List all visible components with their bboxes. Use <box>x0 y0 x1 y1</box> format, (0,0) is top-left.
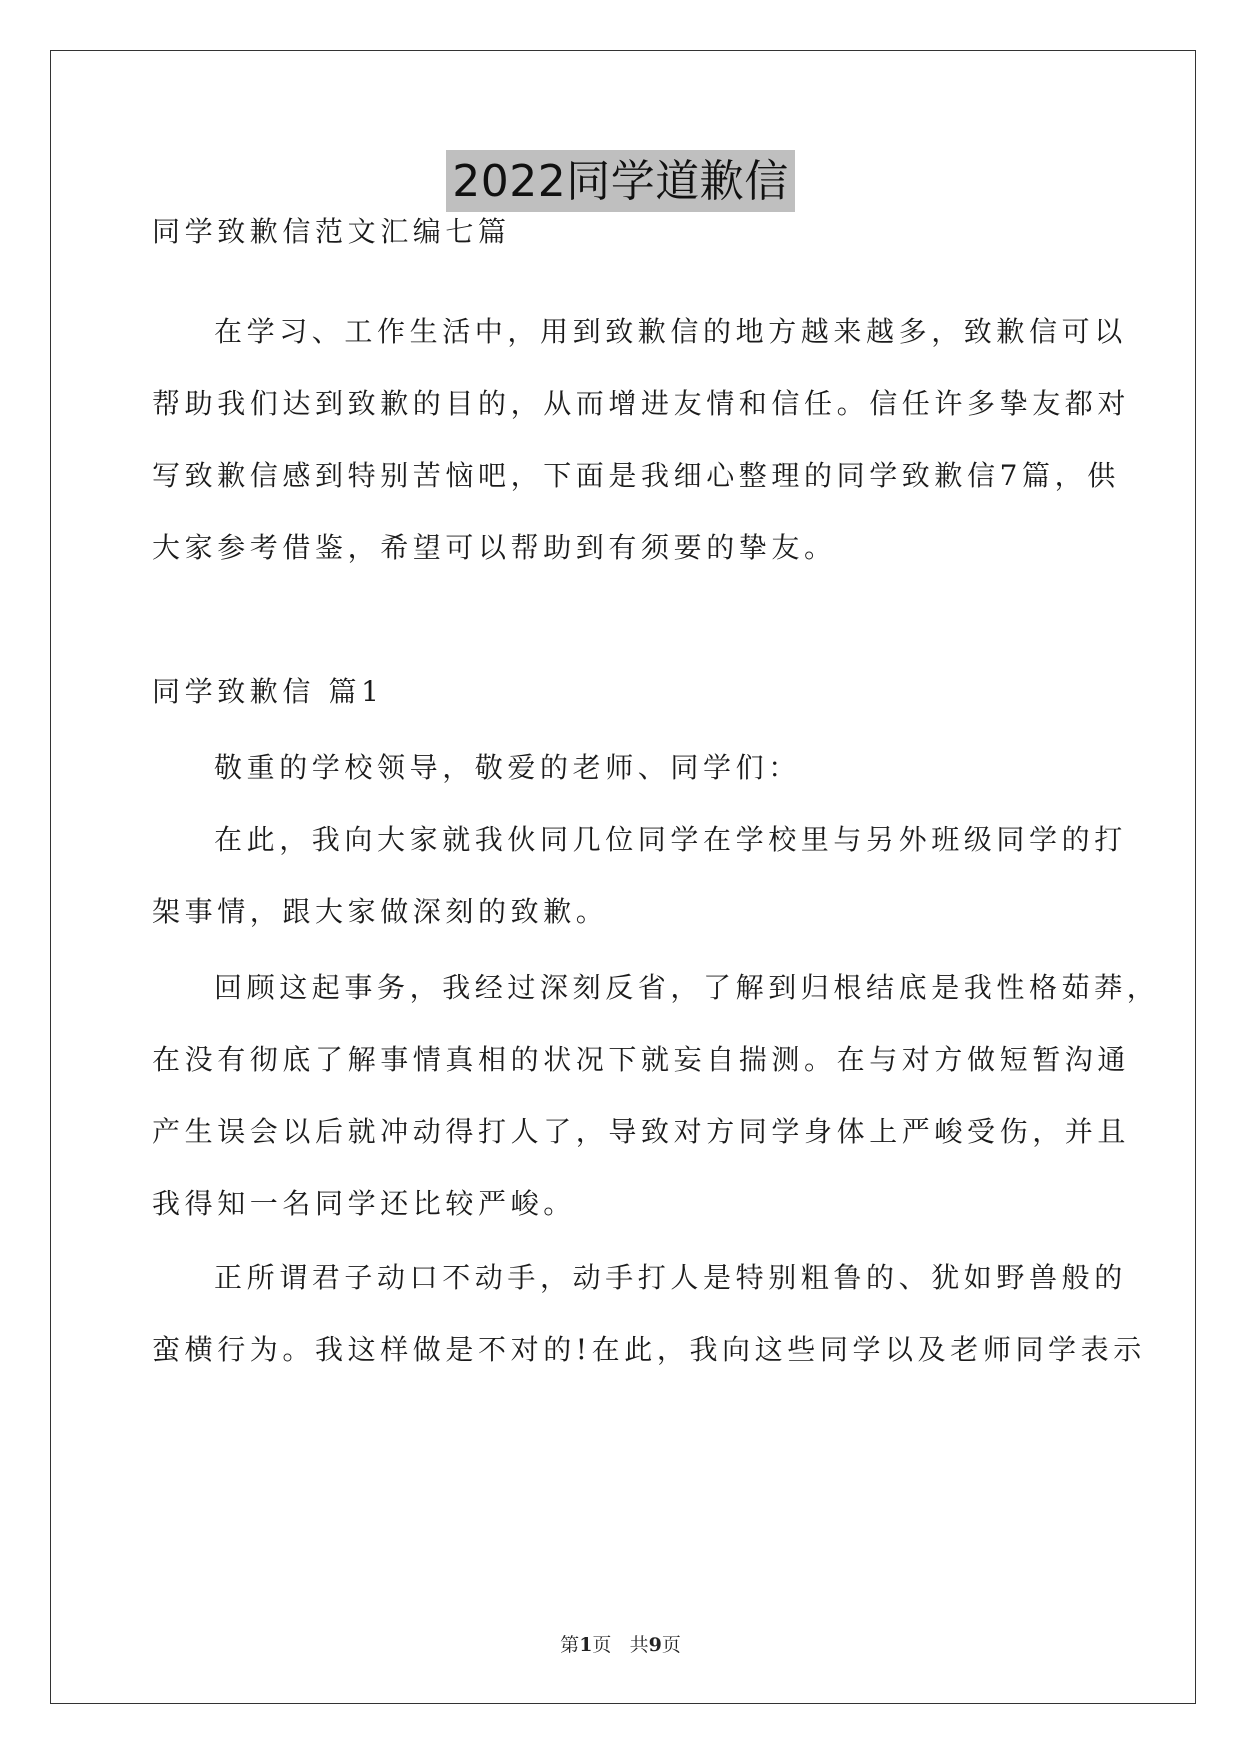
intro-line-1: 在学习、工作生活中，用到致歉信的地方越来越多，致歉信可以 <box>214 315 1127 348</box>
document-title: 2022同学道歉信 <box>446 150 794 212</box>
page-footer <box>0 1633 1241 1657</box>
footer-total-suffix: 页 <box>661 1634 681 1656</box>
para2-line-1: 回顾这起事务，我经过深刻反省，了解到归根结底是我性格茹莽， <box>214 971 1160 1004</box>
intro-line-4: 大家参考借鉴，希望可以帮助到有须要的挚友。 <box>152 531 837 564</box>
footer-total-prefix: 共 <box>629 1634 649 1656</box>
page-border <box>50 50 1196 1704</box>
footer-total-pages: 9 <box>648 1634 662 1656</box>
para1-line-1: 在此，我向大家就我伙同几位同学在学校里与另外班级同学的打 <box>214 823 1127 856</box>
para2-line-3: 产生误会以后就冲动得打人了，导致对方同学身体上严峻受伤，并且 <box>152 1115 1131 1148</box>
intro-line-3: 写致歉信感到特别苦恼吧，下面是我细心整理的同学致歉信7篇，供 <box>152 459 1120 492</box>
para3-line-2: 蛮横行为。我这样做是不对的!在此，我向这些同学以及老师同学表示 <box>152 1333 1146 1366</box>
footer-page-number: 1 <box>579 1634 593 1656</box>
section-heading: 同学致歉信 篇1 <box>152 675 384 708</box>
footer-page-suffix: 页 <box>592 1634 612 1656</box>
para2-line-2: 在没有彻底了解事情真相的状况下就妄自揣测。在与对方做短暂沟通 <box>152 1043 1131 1076</box>
footer-prefix: 第 <box>560 1634 580 1656</box>
para1-line-2: 架事情，跟大家做深刻的致歉。 <box>152 895 609 928</box>
para3-line-1: 正所谓君子动口不动手，动手打人是特别粗鲁的、犹如野兽般的 <box>214 1261 1127 1294</box>
subtitle: 同学致歉信范文汇编七篇 <box>152 215 511 248</box>
para2-line-4: 我得知一名同学还比较严峻。 <box>152 1187 576 1220</box>
salutation: 敬重的学校领导，敬爱的老师、同学们： <box>214 751 801 784</box>
intro-line-2: 帮助我们达到致歉的目的，从而增进友情和信任。信任许多挚友都对 <box>152 387 1131 420</box>
document-title-wrap <box>0 150 1241 212</box>
